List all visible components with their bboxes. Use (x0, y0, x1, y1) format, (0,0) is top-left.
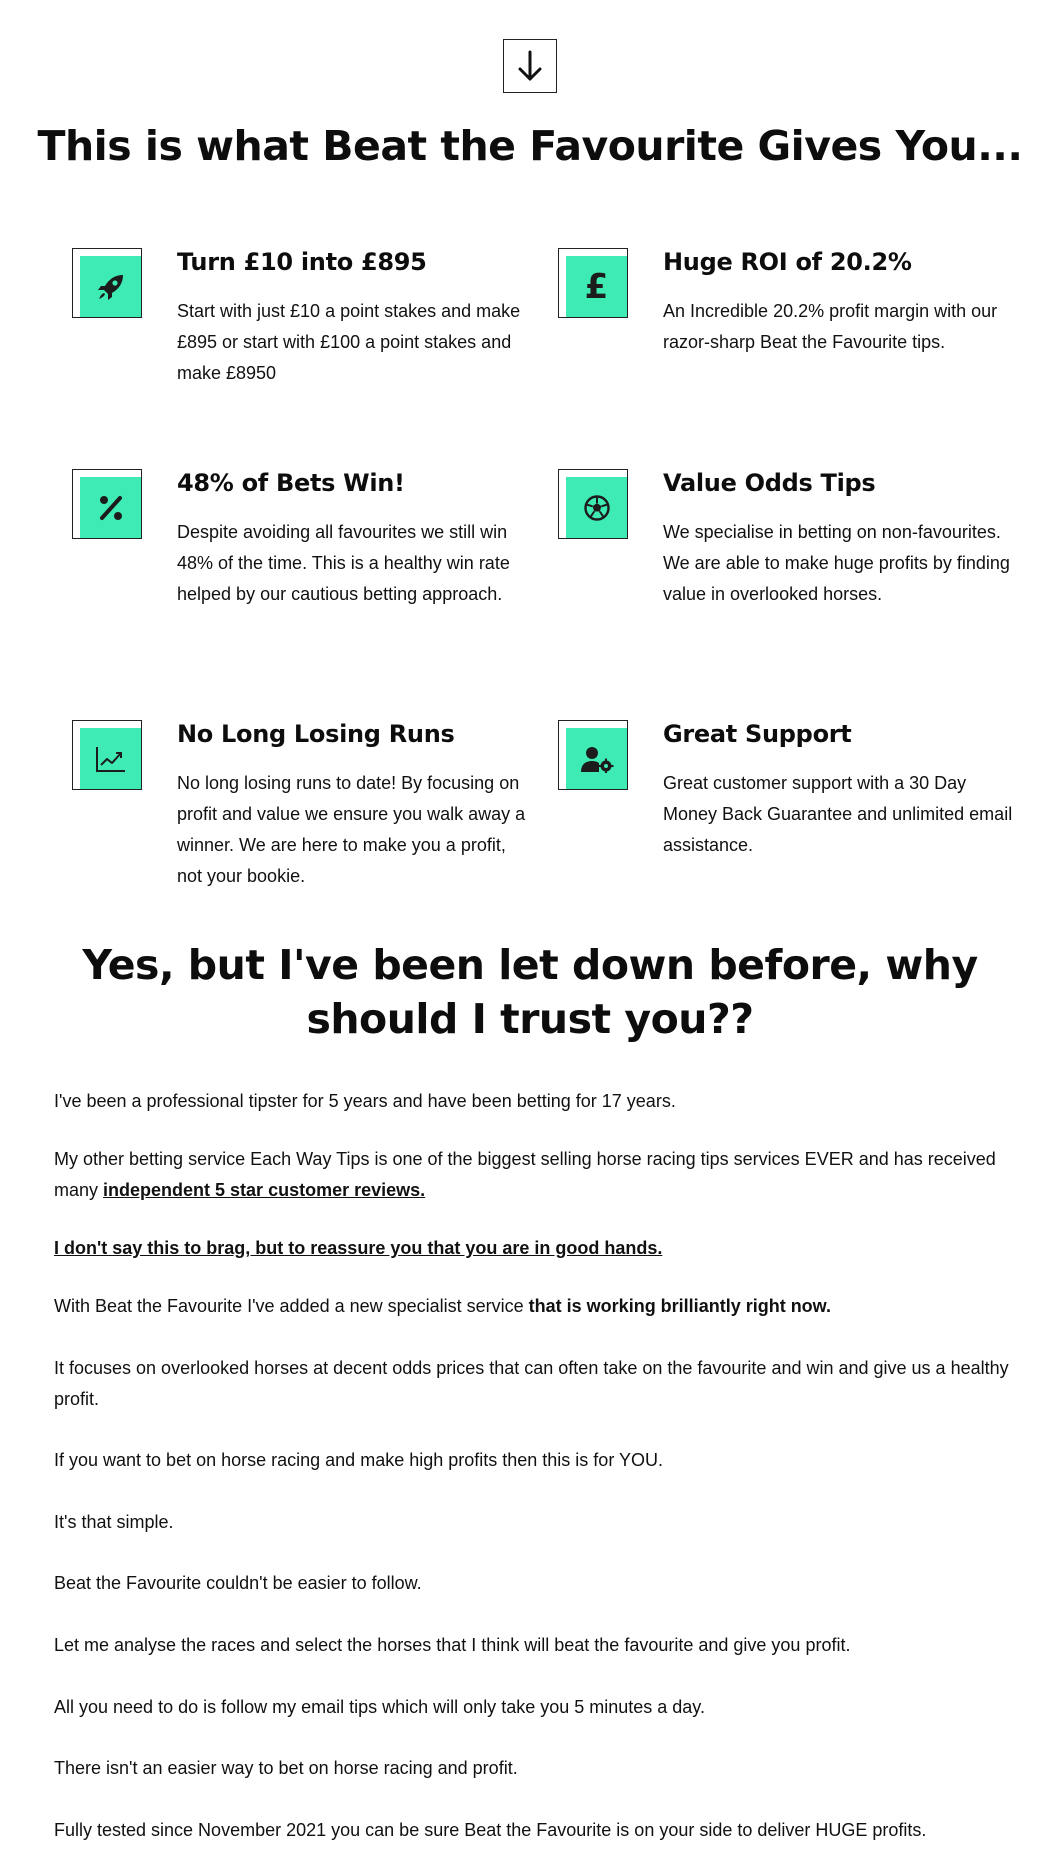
paragraph (54, 1144, 1014, 1206)
paragraph: If you want to bet on horse racing and make high profits then this is for YOU. (54, 1450, 663, 1470)
paragraph: There isn't an easier way to bet on horse racing and profit. (54, 1758, 518, 1778)
percent-icon (97, 494, 125, 522)
feature-description: We specialise in betting on non-favourites. We are able to make huge profits by finding value in overlooked horses. (663, 522, 1010, 604)
paragraph: I've been a professional tipster for 5 years and have been betting for 17 years. (54, 1091, 676, 1111)
feature-title: Huge ROI of 20.2% (663, 248, 912, 276)
icon-tile (80, 256, 141, 317)
paragraph (54, 1291, 1014, 1322)
feature-description: Despite avoiding all favourites we still win 48% of the time. This is a healthy win rate helped by our cautious betting approach. (177, 522, 510, 604)
paragraph: It's that simple. (54, 1512, 174, 1532)
page-title: This is what Beat the Favourite Gives You... (37, 122, 1023, 170)
feature-title: Turn £10 into £895 (177, 248, 427, 276)
football-icon (583, 494, 611, 522)
paragraph: Fully tested since November 2021 you can be sure Beat the Favourite is on your side to deliver HUGE profits. (54, 1820, 927, 1840)
trust-heading: Yes, but I've been let down before, why should I trust you?? (82, 941, 978, 1043)
rocket-icon (95, 271, 127, 303)
paragraph-text: My other betting service Each Way Tips is one of the biggest selling horse racing tips services EVER and has received many (54, 1149, 996, 1200)
paragraph-text: With Beat the Favourite I've added a new specialist service (54, 1296, 529, 1316)
reassurance-text: I don't say this to brag, but to reassure you that you are in good hands. (54, 1238, 663, 1258)
feature-title: 48% of Bets Win! (177, 469, 405, 497)
user-cog-icon (580, 745, 614, 773)
paragraph-bold-text: that is working brilliantly right now. (528, 1296, 832, 1316)
feature-title: Value Odds Tips (663, 469, 876, 497)
chart-line-icon (95, 745, 127, 773)
feature-title: No Long Losing Runs (177, 720, 455, 748)
pound-icon: £ (584, 266, 609, 307)
feature-description: Start with just £10 a point stakes and make £895 or start with £100 a point stakes and make £8950 (177, 301, 521, 383)
feature-description: An Incredible 20.2% profit margin with our razor-sharp Beat the Favourite tips. (663, 301, 998, 352)
arrow-down-icon (517, 50, 543, 82)
icon-tile (566, 728, 627, 789)
icon-tile (566, 256, 627, 317)
paragraph: Beat the Favourite couldn't be easier to follow. (54, 1573, 422, 1593)
paragraph: All you need to do is follow my email tips which will only take you 5 minutes a day. (54, 1697, 705, 1717)
paragraph: It focuses on overlooked horses at decent odds prices that can often take on the favourite and win and give us a healthy profit. (54, 1358, 1009, 1409)
reviews-link[interactable]: independent 5 star customer reviews. (103, 1180, 426, 1200)
feature-title: Great Support (663, 720, 852, 748)
feature-description: No long losing runs to date! By focusing on profit and value we ensure you walk away a winner. We are here to make you a profit, not your bookie. (177, 773, 526, 886)
icon-tile (566, 477, 627, 538)
paragraph: Let me analyse the races and select the horses that I think will beat the favourite and give you profit. (54, 1635, 851, 1655)
icon-tile (80, 477, 141, 538)
scroll-down-button[interactable] (503, 39, 557, 93)
feature-description: Great customer support with a 30 Day Money Back Guarantee and unlimited email assistance. (663, 773, 1013, 855)
icon-tile (80, 728, 141, 789)
